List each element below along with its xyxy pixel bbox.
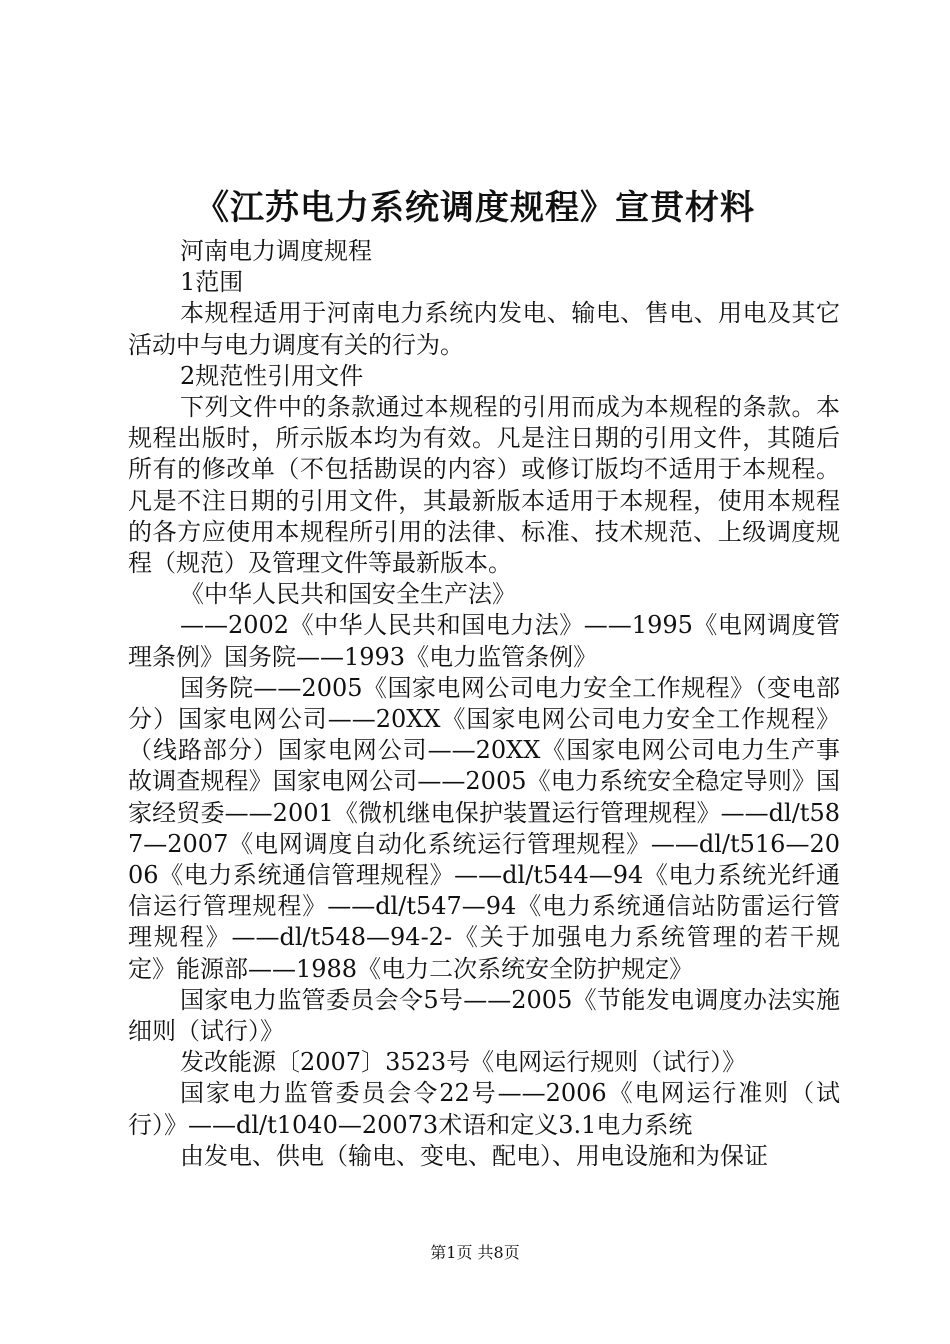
paragraph-reference-list-4: 发改能源〔2007〕3523号《电网运行规则（试行）》 — [180, 1048, 747, 1077]
document-body — [128, 236, 840, 1172]
paragraph-section-2: 2规范性引用文件 — [180, 361, 364, 390]
paragraph-subtitle: 河南电力调度规程 — [180, 237, 372, 265]
paragraph-scope: 本规程适用于河南电力系统内发电、输电、售电、用电及其它活动中与电力调度有关的行为。 — [128, 299, 840, 359]
paragraph-definition-start: 由发电、供电（输电、变电、配电）、用电设施和为保证 — [180, 1141, 768, 1170]
paragraph-reference-list-3: 国家电力监管委员会令5号——2005《节能发电调度办法实施细则（试行）》 — [128, 985, 840, 1046]
paragraph-reference-list-2: 国务院——2005《国家电网公司电力安全工作规程》（变电部分）国家电网公司——20XX《国家电网公司电力安全工作规程》（线路部分）国家电网公司——20XX《国家电网公司电力生产事故调查规程》国家电网公司——2005《电力系统安全稳定导则》国家经贸委——2001《微机继电保护装置运行管理规程》——dl/t587—2007《电网调度自动化系统运行管理规程》——dl/t516—2006《电力系统通信管理规程》——dl/t544—94《电力系统光纤通信运行管理规程》——dl/t547—94《电力系统通信站防雷运行管理规程》——dl/t548—94-2-《关于加强电力系统管理的若干规定》能源部——1988《电力二次系统安全防护规定》 — [128, 673, 840, 983]
paragraph-reference-safety-law: 《中华人民共和国安全生产法》 — [180, 580, 516, 609]
paragraph-reference-list-5: 国家电力监管委员会令22号——2006《电网运行准则（试行）》——dl/t1040—20073术语和定义3.1电力系统 — [128, 1079, 840, 1139]
paragraph-references-intro: 下列文件中的条款通过本规程的引用而成为本规程的条款。本规程出版时，所示版本均为有效。凡是注日期的引用文件，其随后所有的修改单（不包括勘误的内容）或修订版均不适用于本规程。凡是不注日期的引用文件，其最新版本适用于本规程，使用本规程的各方应使用本规程所引用的法律、标准、技术规范、上级调度规程（规范）及管理文件等最新版本。 — [128, 393, 840, 578]
document-title: 《江苏电力系统调度规程》宣贯材料 — [195, 188, 755, 228]
paragraph-section-1: 1范围 — [180, 268, 244, 297]
page-footer: 第1页 共8页 — [430, 1243, 520, 1262]
paragraph-reference-list-1: ——2002《中华人民共和国电力法》——1995《电网调度管理条例》国务院——1993《电力监管条例》 — [128, 611, 840, 671]
